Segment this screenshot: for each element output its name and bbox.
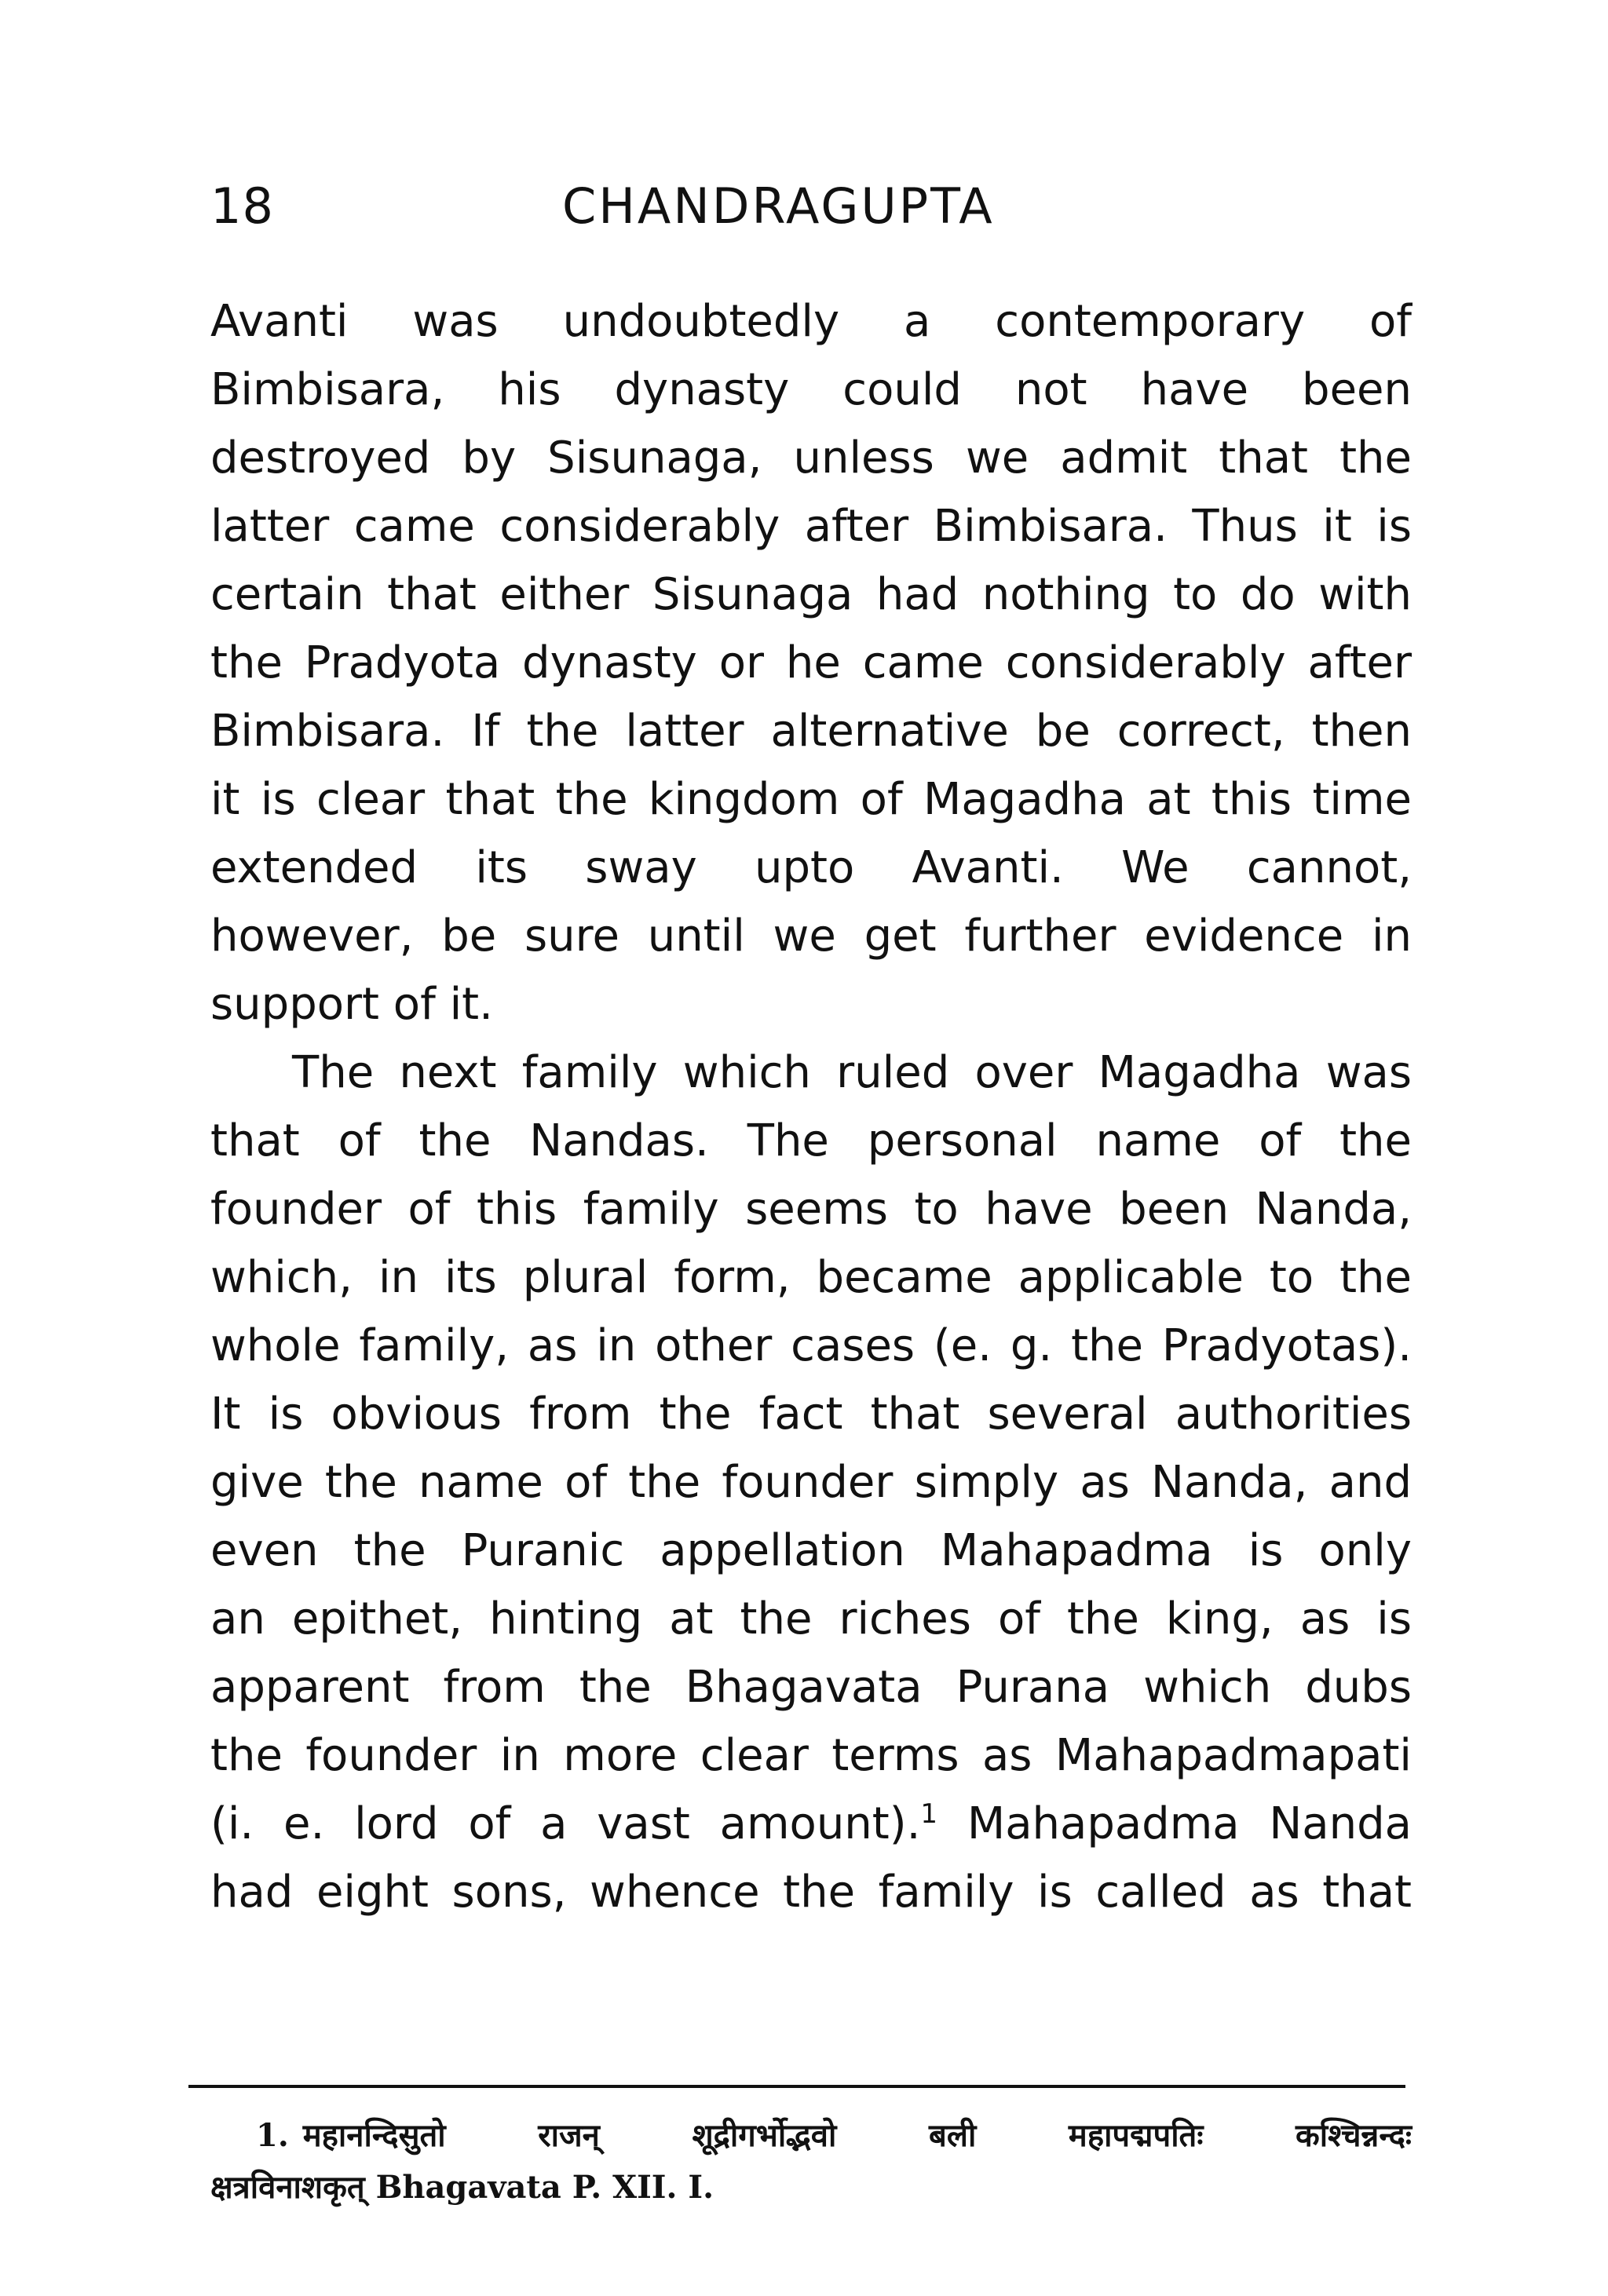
footnote-line (210, 2162, 1412, 2214)
text-line: which, in its plural form, became applicable to the (210, 1252, 1412, 1303)
text-line: had eight sons, whence the family is called as that (210, 1867, 1412, 1918)
text-segment: Mahapadma Nanda (967, 1798, 1412, 1849)
text-line: The next family which ruled over Magadha was (292, 1047, 1412, 1098)
text-line: Avanti was undoubtedly a contemporary of (210, 296, 1412, 347)
text-line: that of the Nandas. The personal name of the (210, 1115, 1412, 1166)
page-header (210, 171, 1412, 242)
text-line: founder of this family seems to have been Nanda, (210, 1184, 1412, 1235)
text-line: support of it. (210, 979, 493, 1030)
body-text (210, 287, 1412, 1926)
text-line: whole family, as in other cases (e. g. the Pradyotas). (210, 1320, 1412, 1371)
text-line: certain that either Sisunaga had nothing to do with (210, 569, 1412, 620)
footnote-line (210, 2110, 1412, 2162)
footnote-source: Bhagavata P. XII. I. (375, 2169, 714, 2206)
text-line: it is clear that the kingdom of Magadha at this time (210, 774, 1412, 825)
footnote-number: 1. (256, 2117, 289, 2154)
text-line: It is obvious from the fact that several authorities (210, 1389, 1412, 1440)
text-line-with-footnote (210, 1790, 1412, 1858)
footnote-sanskrit: महानन्दिसुतो राजन् शूद्रीगर्भोद्भवो बली महापद्मपतिः कश्चिन्नन्दः (302, 2117, 1412, 2154)
text-line: Bimbisara, his dynasty could not have been (210, 364, 1412, 415)
text-line: an epithet, hinting at the riches of the king, as is (210, 1593, 1412, 1644)
text-line: however, be sure until we get further evidence in (210, 911, 1412, 962)
text-line: latter came considerably after Bimbisara. Thus it is (210, 501, 1412, 552)
footnote (210, 2110, 1412, 2214)
text-line: destroyed by Sisunaga, unless we admit that the (210, 433, 1412, 484)
footnote-marker[interactable]: 1 (920, 1798, 938, 1830)
running-title: CHANDRAGUPTA (562, 177, 995, 235)
text-line: even the Puranic appellation Mahapadma is only (210, 1525, 1412, 1576)
footnote-sanskrit: क्षत्रविनाशकृत् (210, 2169, 365, 2206)
text-line: give the name of the founder simply as Nanda, and (210, 1457, 1412, 1508)
text-line: apparent from the Bhagavata Purana which dubs (210, 1662, 1412, 1713)
text-line: Bimbisara. If the latter alternative be correct, then (210, 706, 1412, 757)
footnote-divider (188, 2085, 1405, 2088)
text-line: the founder in more clear terms as Mahapadmapati (210, 1730, 1412, 1781)
text-line: the Pradyota dynasty or he came considerably after (210, 637, 1412, 688)
text-line: extended its sway upto Avanti. We cannot, (210, 842, 1412, 893)
page-number: 18 (210, 177, 274, 235)
text-segment: (i. e. lord of a vast amount). (210, 1798, 921, 1849)
